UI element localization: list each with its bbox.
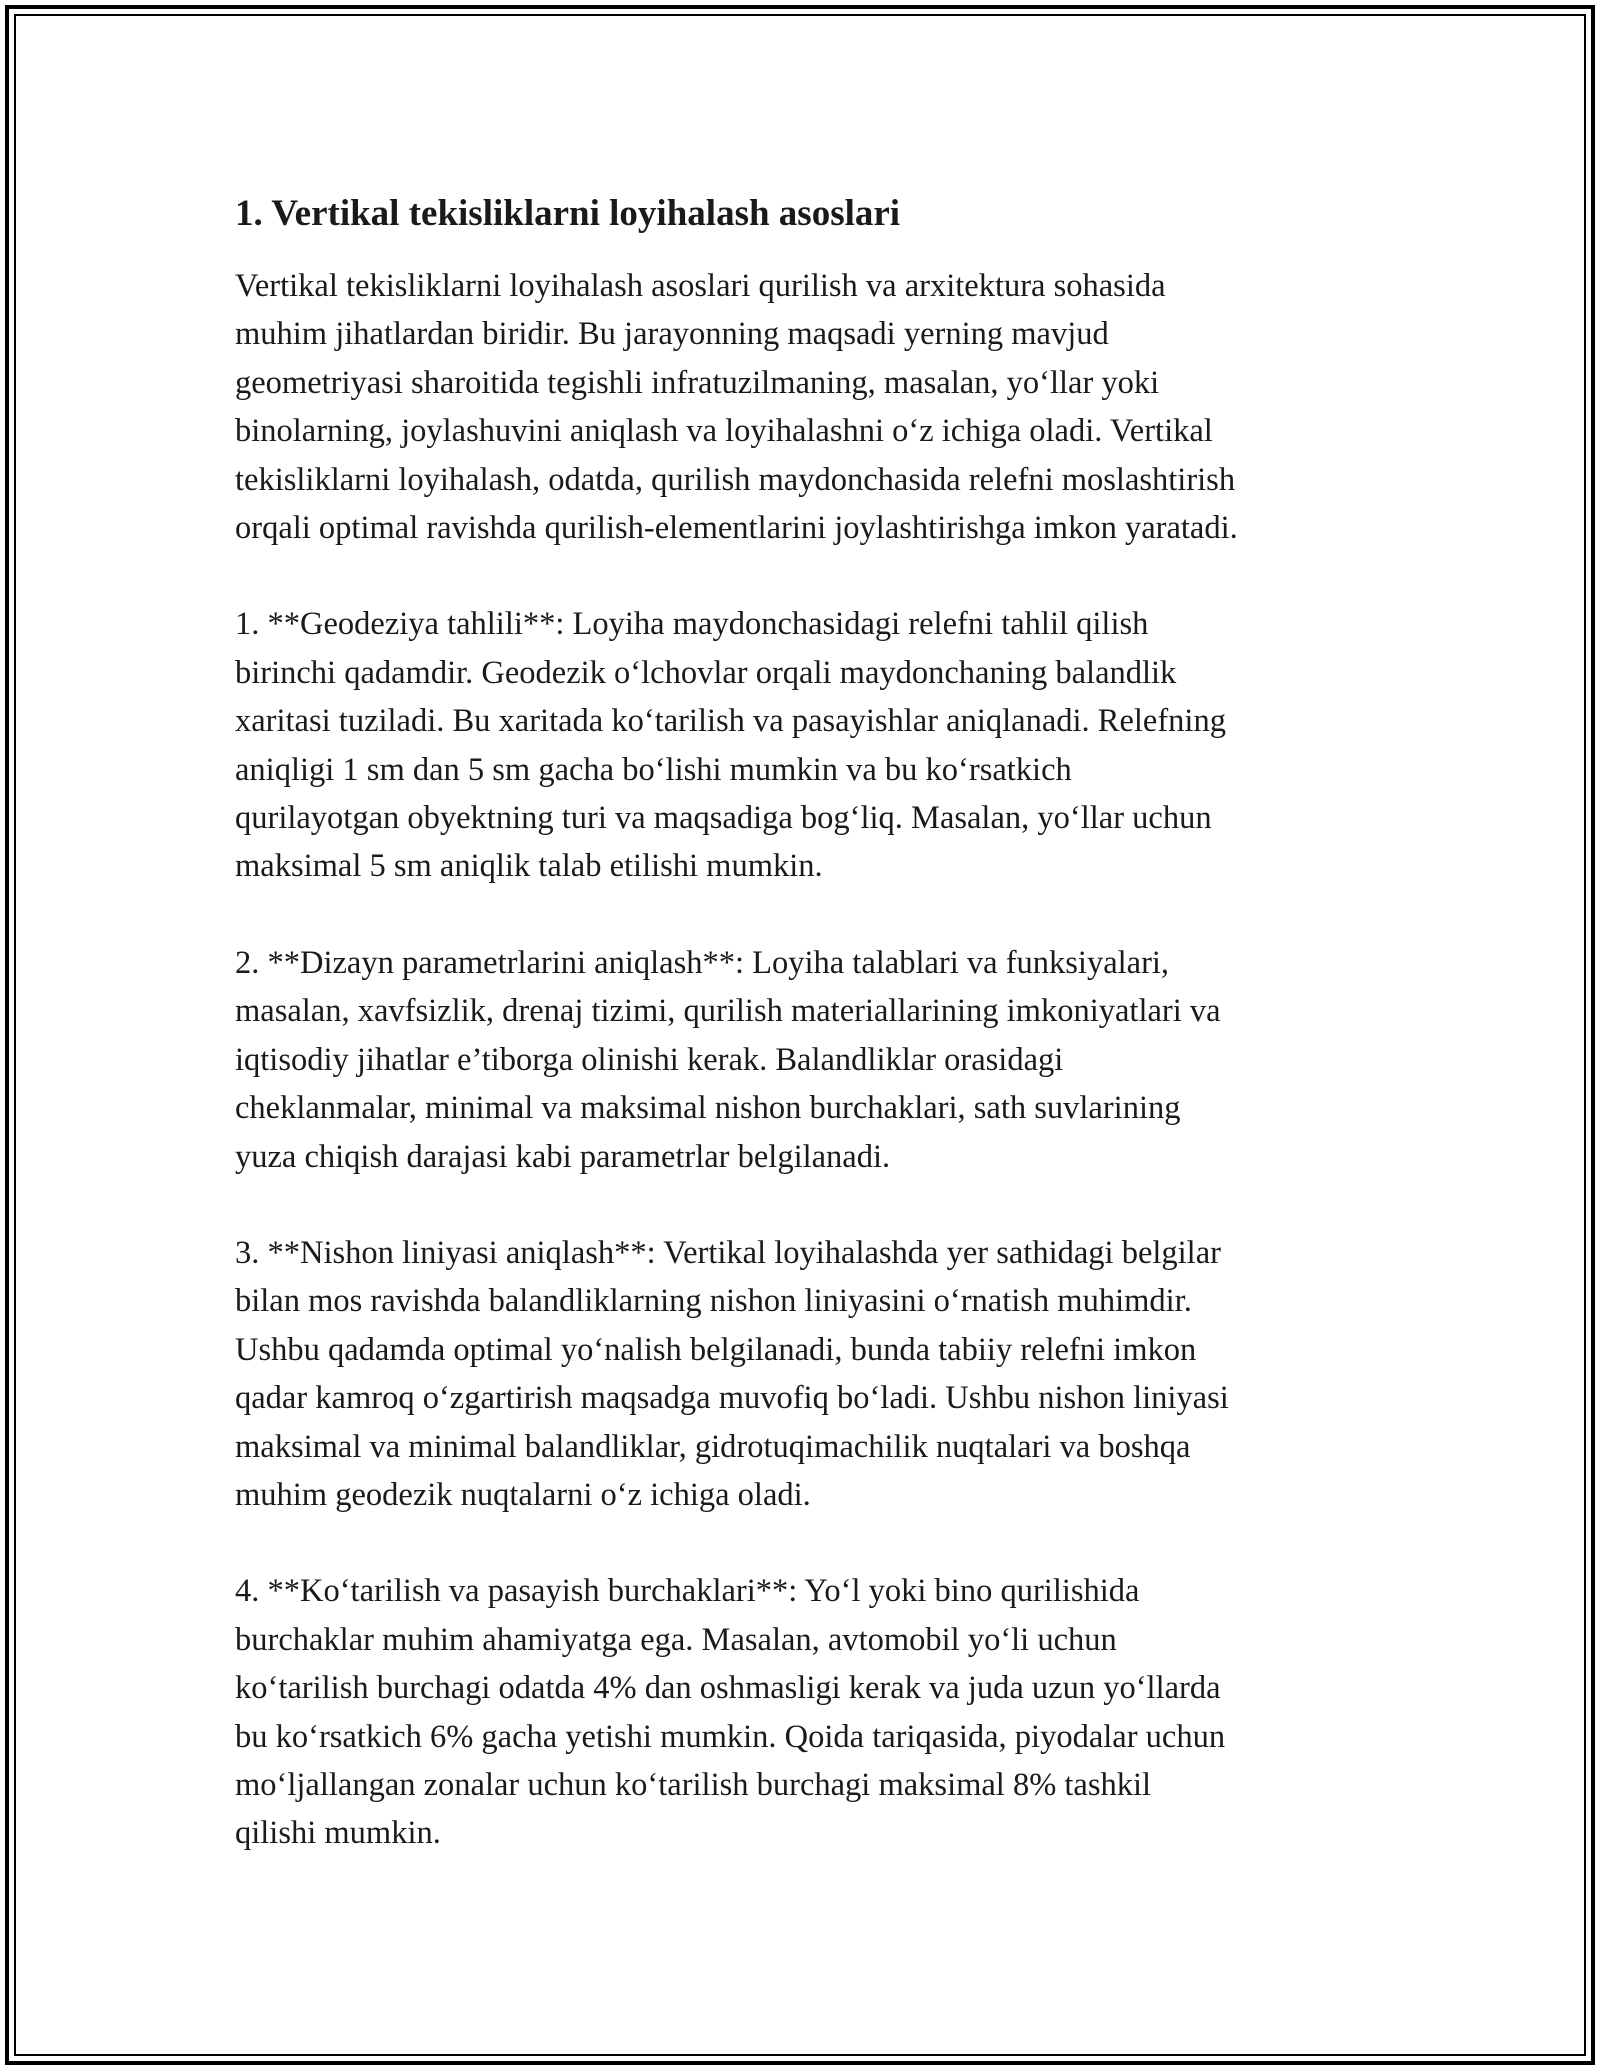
text-line: binolarning, joylashuvini aniqlash va loyihalashni o‘z ichiga oladi. Vertikal — [235, 413, 1213, 450]
text-line: Ushbu qadamda optimal yo‘nalish belgilanadi, bunda tabiiy relefni imkon — [235, 1331, 1197, 1368]
text-line: maksimal va minimal balandliklar, gidrotuqimachilik nuqtalari va boshqa — [235, 1428, 1191, 1465]
paragraph-burchaklar — [235, 1567, 1375, 1857]
text-line: geometriyasi sharoitida tegishli infratuzilmaning, masalan, yo‘llar yoki — [235, 364, 1160, 401]
text-line: muhim geodezik nuqtalarni o‘z ichiga oladi. — [235, 1476, 811, 1513]
text-line: mo‘ljallangan zonalar uchun ko‘tarilish burchagi maksimal 8% tashkil — [235, 1766, 1152, 1803]
text-line: 2. **Dizayn parametrlarini aniqlash**: Loyiha talablari va funksiyalari, — [235, 944, 1170, 981]
document-body — [235, 188, 1375, 1906]
text-line: bu ko‘rsatkich 6% gacha yetishi mumkin. Qoida tariqasida, piyodalar uchun — [235, 1718, 1226, 1755]
text-line: 3. **Nishon liniyasi aniqlash**: Vertikal loyihalashda yer sathidagi belgilar — [235, 1234, 1221, 1271]
paragraph-intro — [235, 262, 1375, 552]
text-line: iqtisodiy jihatlar e’tiborga olinishi kerak. Balandliklar orasidagi — [235, 1041, 1064, 1078]
paragraph-geodeziya-tahlili — [235, 600, 1375, 890]
text-line: burchaklar muhim ahamiyatga ega. Masalan, avtomobil yo‘li uchun — [235, 1621, 1117, 1658]
text-line: tekisliklarni loyihalash, odatda, qurilish maydonchasida relefni moslashtirish — [235, 461, 1236, 498]
text-line: Vertikal tekisliklarni loyihalash asoslari qurilish va arxitektura sohasida — [235, 268, 1166, 304]
text-line: 1. **Geodeziya tahlili**: Loyiha maydonchasidagi relefni tahlil qilish — [235, 606, 1149, 643]
text-line: bilan mos ravishda balandliklarning nishon liniyasini o‘rnatish muhimdir. — [235, 1283, 1192, 1320]
text-line: muhim jihatlardan biridir. Bu jarayonning maqsadi yerning mavjud — [235, 316, 1109, 353]
text-line: orqali optimal ravishda qurilish-elementlarini joylashtirishga imkon yaratadi. — [235, 510, 1238, 547]
text-line: aniqligi 1 sm dan 5 sm gacha bo‘lishi mumkin va bu ko‘rsatkich — [235, 751, 1072, 788]
text-line: qadar kamroq o‘zgartirish maqsadga muvofiq bo‘ladi. Ushbu nishon liniyasi — [235, 1380, 1229, 1417]
text-line: maksimal 5 sm aniqlik talab etilishi mumkin. — [235, 848, 823, 885]
paragraph-dizayn-parametrlari — [235, 939, 1375, 1181]
document-title: 1. Vertikal tekisliklarni loyihalash asoslari — [235, 193, 901, 234]
text-line: xaritasi tuziladi. Bu xaritada ko‘tarilish va pasayishlar aniqlanadi. Relefning — [235, 703, 1226, 740]
text-line: qilishi mumkin. — [235, 1815, 441, 1852]
paragraph-nishon-liniyasi — [235, 1229, 1375, 1519]
text-line: cheklanmalar, minimal va maksimal nishon burchaklari, sath suvlarining — [235, 1090, 1181, 1127]
text-line: birinchi qadamdir. Geodezik o‘lchovlar orqali maydonchaning balandlik — [235, 654, 1177, 691]
text-line: masalan, xavfsizlik, drenaj tizimi, qurilish materiallarining imkoniyatlari va — [235, 993, 1221, 1030]
text-line: yuza chiqish darajasi kabi parametrlar belgilanadi. — [235, 1138, 891, 1175]
text-line: 4. **Ko‘tarilish va pasayish burchaklari**: Yo‘l yoki bino qurilishida — [235, 1573, 1140, 1610]
text-line: qurilayotgan obyektning turi va maqsadiga bog‘liq. Masalan, yo‘llar uchun — [235, 800, 1212, 837]
text-line: ko‘tarilish burchagi odatda 4% dan oshmasligi kerak va juda uzun yo‘llarda — [235, 1670, 1221, 1707]
